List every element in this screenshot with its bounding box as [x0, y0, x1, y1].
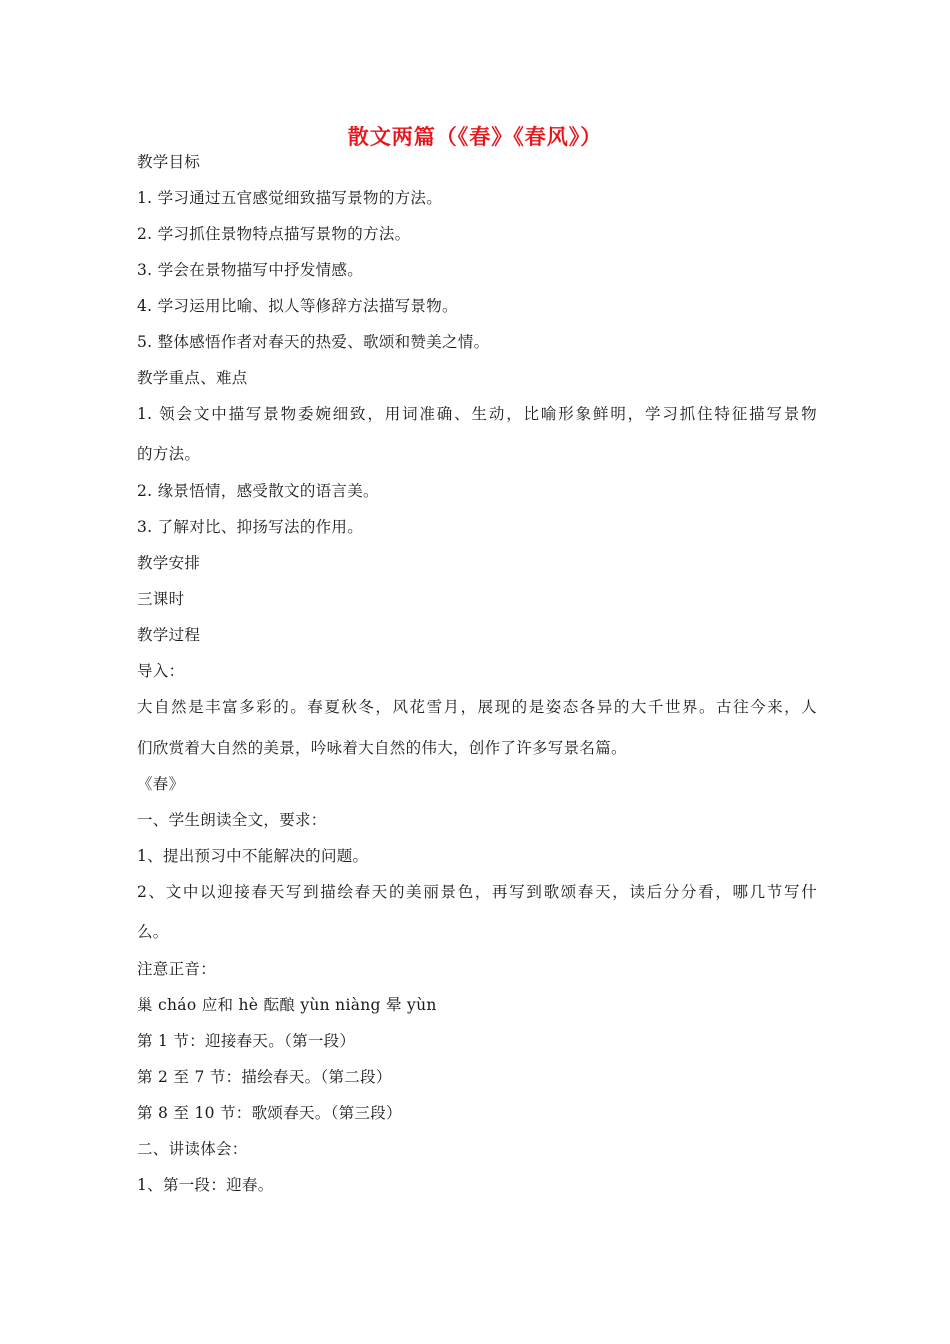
intro-paragraph-line-2: 们欣赏着大自然的美景，吟咏着大自然的伟大，创作了许多写景名篇。 [137, 739, 627, 757]
heading-teaching-goals: 教学目标 [137, 153, 201, 171]
goal-item-2: 2. 学习抓住景物特点描写景物的方法。 [137, 225, 411, 243]
goal-item-3: 3. 学会在景物描写中抒发情感。 [137, 261, 364, 279]
heading-process: 教学过程 [137, 626, 201, 644]
step-2-heading: 二、讲读体会： [137, 1140, 248, 1158]
key-point-1-line-2: 的方法。 [137, 445, 201, 463]
goal-item-5: 5. 整体感悟作者对春天的热爱、歌颂和赞美之情。 [137, 333, 490, 351]
goal-item-1: 1. 学习通过五官感觉细致描写景物的方法。 [137, 189, 443, 207]
document-title: 散文两篇（《春》《春风》） [347, 124, 603, 149]
key-point-2: 2. 缘景悟情，感受散文的语言美。 [137, 482, 379, 500]
pronunciation-list: 巢 cháo 应和 hè 酝酿 yùn niàng 晕 yùn [137, 996, 437, 1014]
heading-arrangement: 教学安排 [137, 554, 201, 572]
key-point-3: 3. 了解对比、抑扬写法的作用。 [137, 518, 364, 536]
step-1-heading: 一、学生朗读全文，要求： [137, 811, 327, 829]
section-2-summary: 第 2 至 7 节：描绘春天。（第二段） [137, 1068, 392, 1086]
step-1-item-1: 1、提出预习中不能解决的问题。 [137, 847, 369, 865]
intro-label: 导入： [137, 662, 185, 680]
intro-paragraph-line-1: 大自然是丰富多彩的。春夏秋冬，风花雪月，展现的是姿态各异的大千世界。古往今来，人 [137, 698, 817, 716]
key-point-1-line-1: 1. 领会文中描写景物委婉细致，用词准确、生动，比喻形象鲜明，学习抓住特征描写景物 [137, 405, 817, 423]
step-1-item-2-line-1: 2、文中以迎接春天写到描绘春天的美丽景色，再写到歌颂春天，读后分分看，哪几节写什 [137, 883, 817, 901]
step-2-item-1: 1、第一段：迎春。 [137, 1176, 274, 1194]
step-1-item-2-line-2: 么。 [137, 923, 169, 941]
section-3-summary: 第 8 至 10 节：歌颂春天。（第三段） [137, 1104, 402, 1122]
goal-item-4: 4. 学习运用比喻、拟人等修辞方法描写景物。 [137, 297, 458, 315]
section-spring-title: 《春》 [137, 775, 185, 793]
pronunciation-label: 注意正音： [137, 960, 217, 978]
section-1-summary: 第 1 节：迎接春天。（第一段） [137, 1032, 356, 1050]
heading-key-points: 教学重点、难点 [137, 369, 248, 387]
arrangement-text: 三课时 [137, 590, 185, 608]
